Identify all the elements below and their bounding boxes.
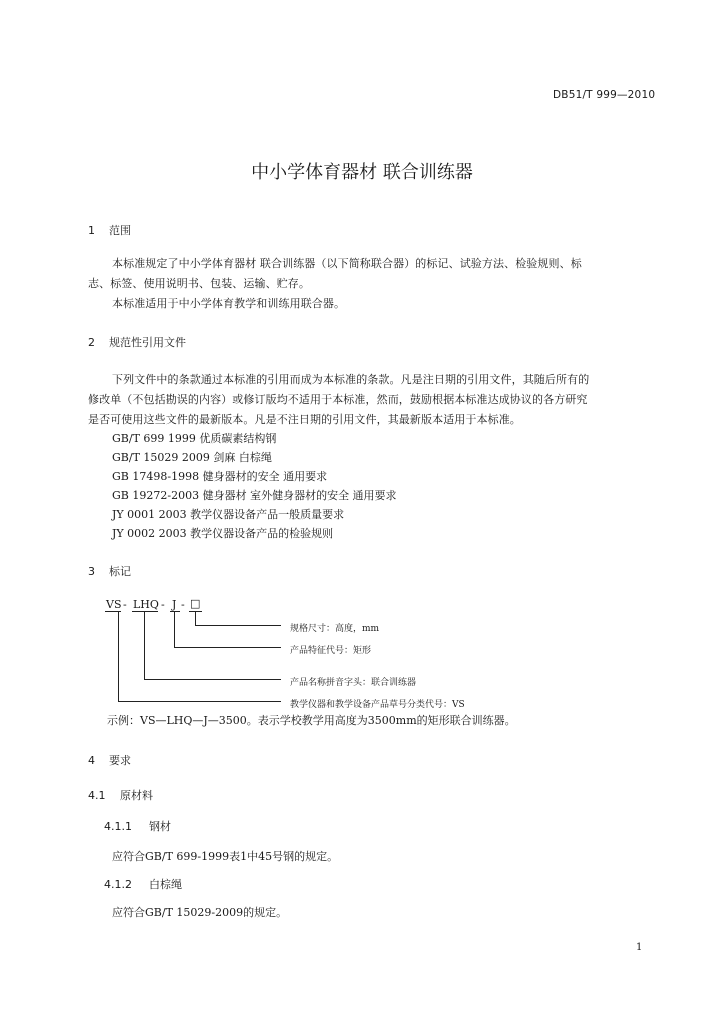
reference-item: GB 17498-1998 健身器材的安全 通用要求 <box>112 470 328 483</box>
marking-code-part: J <box>172 598 177 611</box>
subsection-4-1-heading <box>88 787 153 803</box>
reference-item: JY 0002 2003 教学仪器设备产品的检验规则 <box>112 527 334 540</box>
subsection-title: 原材料 <box>120 789 153 802</box>
section-number: 3 <box>88 565 95 578</box>
marking-code-separator: - <box>123 598 127 611</box>
clause-title: 钢材 <box>149 820 171 833</box>
reference-item: GB/T 699 1999 优质碳素结构钢 <box>112 432 277 445</box>
marking-code-placeholder: □ <box>190 597 201 610</box>
paragraph: 下列文件中的条款通过本标准的引用而成为本标准的条款。凡是注日期的引用文件，其随后所有的 <box>112 373 590 386</box>
clause-title: 白棕绳 <box>149 878 182 891</box>
paragraph: 是否可使用这些文件的最新版本。凡是不注日期的引用文件，其最新版本适用于本标准。 <box>88 413 521 426</box>
section-title: 标记 <box>109 565 131 578</box>
clause-4-1-2-heading <box>104 876 182 892</box>
clause-text: 应符合GB/T 699-1999表1中45号钢的规定。 <box>112 850 339 863</box>
marking-label: 产品名称拼音字头：联合训练器 <box>290 678 417 688</box>
section-4-heading <box>88 752 131 768</box>
document-title: 中小学体育器材 联合训练器 <box>251 162 473 183</box>
marking-example: 示例：VS—LHQ—J—3500。表示学校教学用高度为3500mm的矩形联合训练器。 <box>107 714 516 727</box>
marking-code-part: LHQ <box>133 598 159 611</box>
page-number: 1 <box>636 942 643 953</box>
section-title: 规范性引用文件 <box>109 336 186 349</box>
section-number: 2 <box>88 336 95 349</box>
section-title: 要求 <box>109 754 131 767</box>
standard-number: DB51/T 999—2010 <box>553 89 656 101</box>
marking-code-separator: - <box>181 598 185 611</box>
section-title: 范围 <box>109 224 131 237</box>
clause-number: 4.1.1 <box>104 820 132 833</box>
marking-code-separator: - <box>161 598 165 611</box>
section-number: 1 <box>88 224 95 237</box>
paragraph: 本标准规定了中小学体育器材 联合训练器（以下简称联合器）的标记、试验方法、检验规则、标 <box>112 257 582 270</box>
clause-4-1-1-heading <box>104 818 171 834</box>
reference-item: GB/T 15029 2009 剑麻 白棕绳 <box>112 451 272 464</box>
clause-text: 应符合GB/T 15029-2009的规定。 <box>112 906 288 919</box>
paragraph: 修改单（不包括勘误的内容）或修订版均不适用于本标准，然而，鼓励根据本标准达成协议的各方研究 <box>88 393 588 406</box>
marking-code-part: VS <box>106 598 122 611</box>
marking-label: 产品特征代号：矩形 <box>290 646 372 656</box>
marking-label: 规格尺寸：高度，mm <box>290 624 380 634</box>
clause-number: 4.1.2 <box>104 878 132 891</box>
marking-label: 教学仪器和教学设备产品草号分类代号：VS <box>290 700 465 710</box>
subsection-number: 4.1 <box>88 789 106 802</box>
paragraph: 本标准适用于中小学体育教学和训练用联合器。 <box>112 297 346 310</box>
section-number: 4 <box>88 754 95 767</box>
reference-item: JY 0001 2003 教学仪器设备产品一般质量要求 <box>112 508 345 521</box>
reference-item: GB 19272-2003 健身器材 室外健身器材的安全 通用要求 <box>112 489 397 502</box>
paragraph: 志、标签、使用说明书、包装、运输、贮存。 <box>88 277 310 290</box>
